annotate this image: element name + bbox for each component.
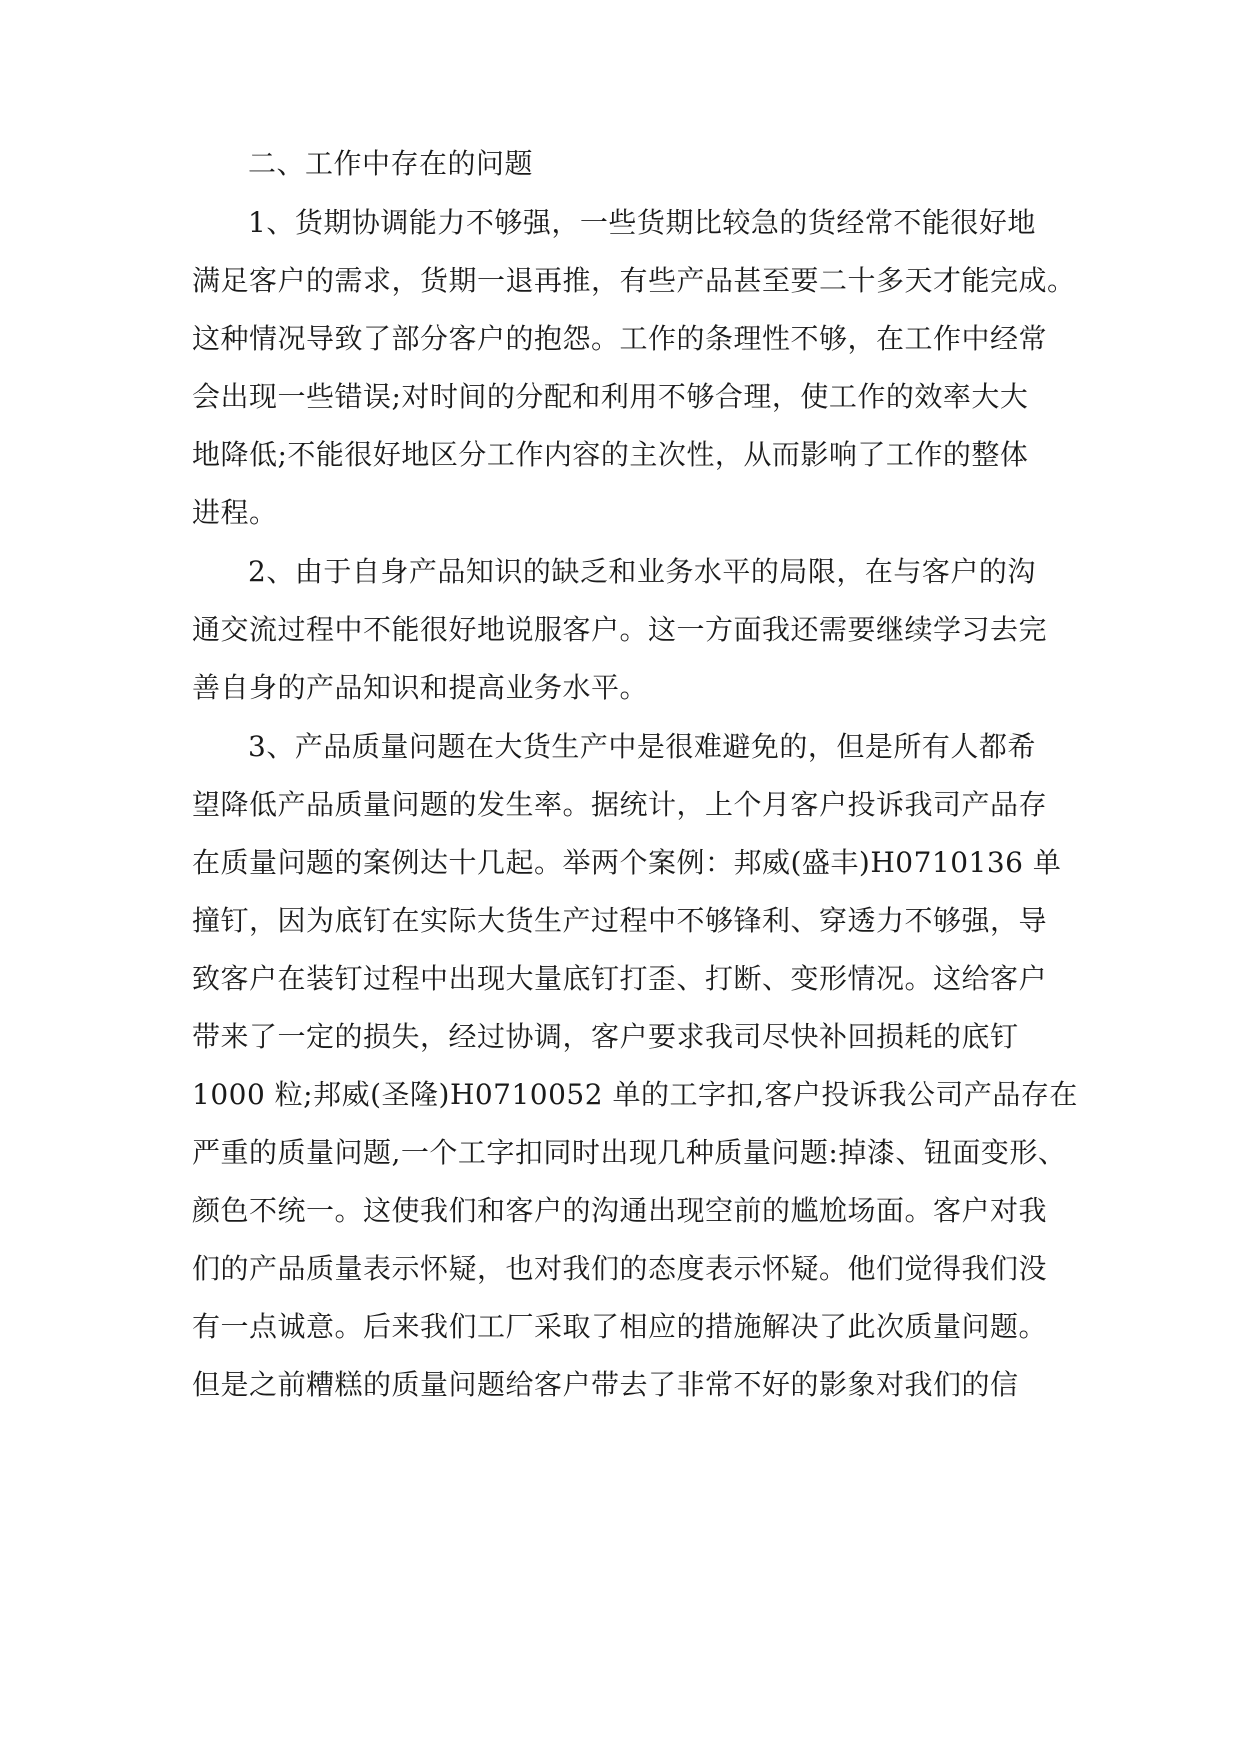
paragraph-line: 有一点诚意。后来我们工厂采取了相应的措施解决了此次质量问题。 (192, 1310, 1048, 1343)
paragraph-line: 2、由于自身产品知识的缺乏和业务水平的局限，在与客户的沟 (248, 555, 1036, 588)
paragraph-line: 带来了一定的损失，经过协调，客户要求我司尽快补回损耗的底钉 (192, 1020, 1019, 1053)
paragraph-line: 们的产品质量表示怀疑，也对我们的态度表示怀疑。他们觉得我们没 (192, 1252, 1048, 1285)
paragraph-line: 通交流过程中不能很好地说服客户。这一方面我还需要继续学习去完 (192, 613, 1048, 646)
paragraph-line: 1、货期协调能力不够强，一些货期比较急的货经常不能很好地 (248, 206, 1036, 239)
paragraph-line: 3、产品质量问题在大货生产中是很难避免的，但是所有人都希 (248, 730, 1036, 763)
paragraph-line: 望降低产品质量问题的发生率。据统计，上个月客户投诉我司产品存 (192, 788, 1048, 821)
section-heading: 二、工作中存在的问题 (248, 147, 534, 180)
paragraph-line: 致客户在装钉过程中出现大量底钉打歪、打断、变形情况。这给客户 (192, 962, 1048, 995)
paragraph-line: 善自身的产品知识和提高业务水平。 (192, 671, 649, 704)
paragraph-line: 撞钉，因为底钉在实际大货生产过程中不够锋利、穿透力不够强，导 (192, 904, 1048, 937)
paragraph-line: 但是之前糟糕的质量问题给客户带去了非常不好的影象对我们的信 (192, 1368, 1019, 1401)
paragraph-line: 满足客户的需求，货期一退再推，有些产品甚至要二十多天才能完成。 (192, 264, 1076, 297)
paragraph-line: 在质量问题的案例达十几起。举两个案例：邦威(盛丰)H0710136 单 (192, 846, 1062, 879)
paragraph-line: 严重的质量问题,一个工字扣同时出现几种质量问题:掉漆、钮面变形、 (192, 1136, 1067, 1169)
paragraph-line: 进程。 (192, 496, 278, 529)
paragraph-line: 1000 粒;邦威(圣隆)H0710052 单的工字扣,客户投诉我公司产品存在 (192, 1078, 1078, 1111)
paragraph-line: 这种情况导致了部分客户的抱怨。工作的条理性不够，在工作中经常 (192, 322, 1048, 355)
paragraph-line: 会出现一些错误;对时间的分配和利用不够合理，使工作的效率大大 (192, 380, 1029, 413)
paragraph-line: 颜色不统一。这使我们和客户的沟通出现空前的尴尬场面。客户对我 (192, 1194, 1048, 1227)
paragraph-line: 地降低;不能很好地区分工作内容的主次性，从而影响了工作的整体 (192, 438, 1029, 471)
